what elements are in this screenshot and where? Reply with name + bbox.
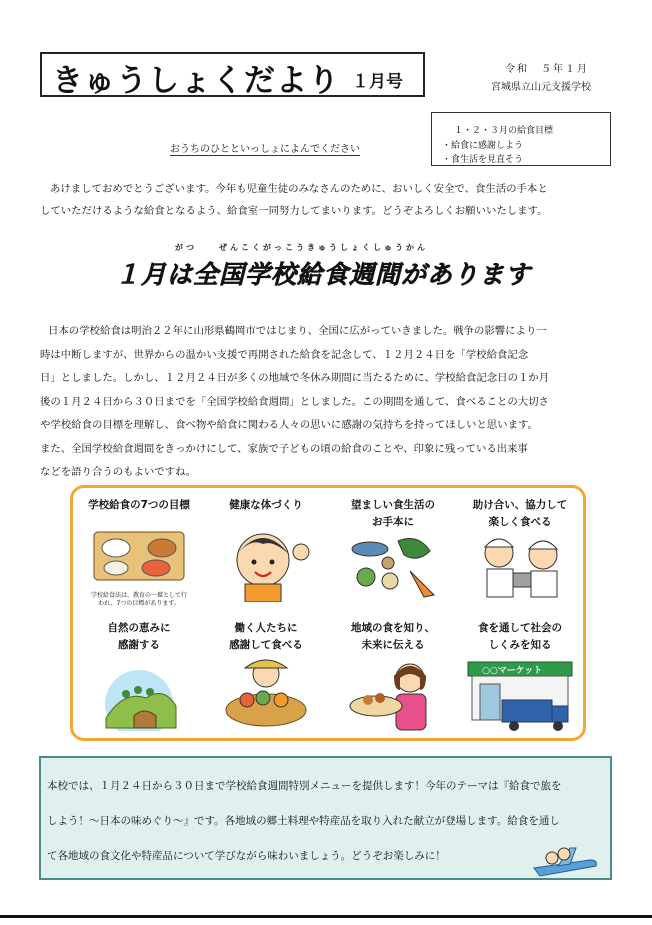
text-line: しよう！～日本の味めぐり～』です。各地域の郷土料理や特産品を取り入れた献立が登場します。給食を通し (47, 815, 560, 827)
section-heading (115, 243, 532, 291)
heading-text: １月は全国学校給食週間があります (115, 260, 532, 289)
text-line: また、全国学校給食週間をきっかけにして、家族で子どもの頃の給食のことや、印象に残っている出来事 (40, 442, 528, 455)
goal-cell (203, 497, 329, 608)
goals-heading: １・２・３月の給食目標 (454, 126, 554, 136)
goal-cell (330, 620, 456, 742)
text-line: て各地域の食文化や特産品について学びながら味わいましょう。どうぞお楽しみに！ (47, 850, 446, 862)
foods-icon (338, 533, 448, 603)
goal-item: ・食生活を見直そう (442, 155, 524, 165)
text-line: していただけるような給食となるよう、給食室一同努力してまいります。どうぞよろしくお願いいたします。 (40, 205, 548, 217)
cell-caption: 学校給食法は、教育の一環として行われ、7つの目標があります。 (91, 592, 188, 607)
goal-cell (76, 620, 202, 737)
school-name: 宮城県立山元支援学校 (491, 82, 591, 93)
cell-label: 望ましい食生活の お手本に (351, 499, 435, 528)
healthy-child-icon (211, 522, 321, 602)
goal-cell (457, 497, 583, 609)
cell-label: 健康な体づくり (229, 499, 303, 511)
nature-landscape-icon (84, 656, 194, 731)
text-line: あけましておめでとうございます。今年も児童生徒のみなさんのために、おいしく安全で、食生活の手本と (50, 183, 548, 195)
text-line: 後の１月２４日から３０日までを「全国学校給食週間」としました。この期間を通して、食べることの大切さ (40, 395, 549, 408)
market-truck-icon (462, 656, 578, 736)
text-line: などを語り合うのもよいですね。 (40, 466, 196, 478)
text-line: 本校では、１月２４日から３０日まで学校給食週間特別メニューを提供します！今年のテーマは『給食で旅を (47, 780, 562, 792)
cell-label: 学校給食の7つの目標 (88, 499, 190, 511)
goal-cell (203, 620, 329, 737)
intro-paragraph (40, 178, 620, 222)
lunch-tray-icon (84, 524, 194, 584)
issue-label: １月号 (352, 72, 403, 92)
heading-ruby: がつ ぜんこくがっこうきゅうしょくしゅうかん (175, 243, 428, 252)
serving-children-icon (465, 533, 575, 603)
issue-date: 令和 ５年１月 (505, 64, 589, 75)
text-line: 日本の学校給食は明治２２年に山形県鶴岡市ではじまり、全国に広がっていきました。戦争の影響により一 (48, 325, 547, 337)
goal-item: ・給食に感謝しよう (442, 141, 524, 151)
goal-cell (76, 497, 202, 608)
goals-box (431, 112, 611, 166)
newsletter-title: きゅうしょくだより (52, 63, 340, 99)
cell-label: 食を通して社会の しくみを知る (478, 622, 562, 651)
goal-cell (330, 497, 456, 609)
cell-label: 働く人たちに 感謝して食べる (229, 622, 303, 651)
footer-rule (0, 915, 652, 918)
cell-label: 自然の恵みに 感謝する (107, 622, 171, 651)
cell-label: 地域の食を知り、 未来に伝える (351, 622, 435, 651)
read-together-note: おうちのひとといっしょによんでください (170, 140, 360, 156)
text-line: 時は中断しますが、世界からの温かい支援で再開された給食を記念して、１２月２４日を「学校給食記念 (40, 348, 529, 361)
girl-with-dish-icon (338, 656, 448, 736)
store-sign: ○○マーケット (482, 666, 543, 676)
text-line: や学校給食の目標を理解し、食べ物や給食に関わる人々の思いに感謝の気持ちを持ってほしいと思います。 (40, 419, 538, 431)
airplane-children-icon (530, 838, 600, 882)
cell-label: 助け合い、協力して 楽しく食べる (472, 499, 568, 528)
farmer-basket-icon (211, 656, 321, 731)
body-paragraph (40, 320, 620, 485)
goal-cell (457, 620, 583, 742)
text-line: 日」としました。しかし、１２月２４日が多くの地域で冬休み期間に当たるために、学校給食記念日の１か月 (40, 372, 550, 384)
